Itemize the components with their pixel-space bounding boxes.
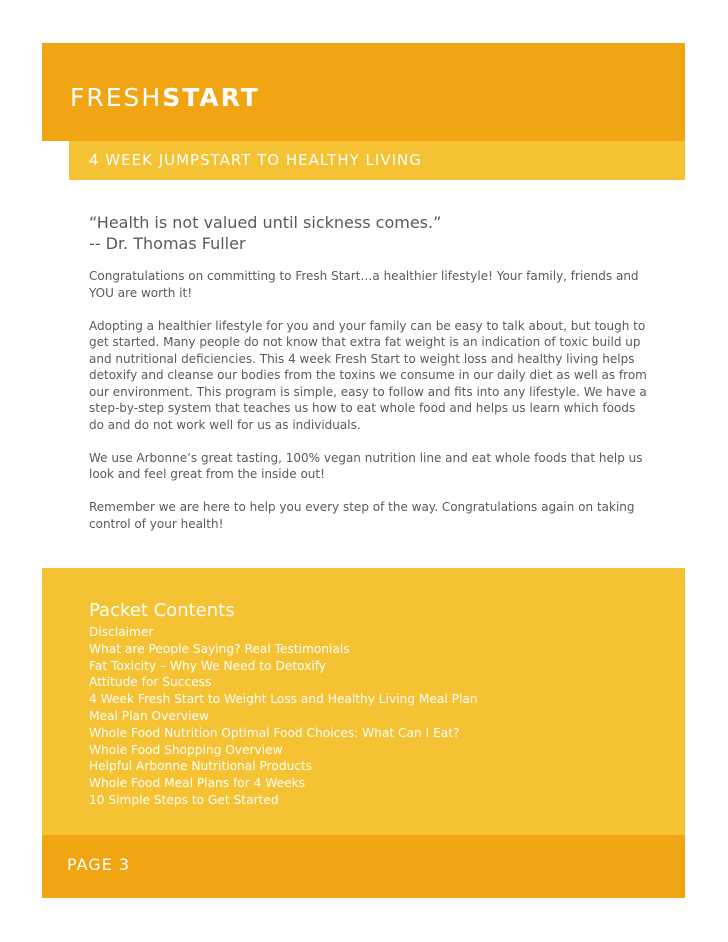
- contents-item: 10 Simple Steps to Get Started: [89, 792, 279, 807]
- logo: [70, 83, 260, 112]
- quote-text: “Health is not valued until sickness comes.”: [89, 213, 442, 232]
- contents-item: Whole Food Nutrition Optimal Food Choices: What Can I Eat?: [89, 725, 460, 740]
- logo-bold-text: START: [162, 83, 260, 112]
- quote-author: -- Dr. Thomas Fuller: [89, 234, 246, 253]
- header-band: [42, 43, 685, 141]
- quote-block: [89, 212, 441, 254]
- footer-band: [42, 835, 685, 898]
- contents-item: Attitude for Success: [89, 675, 212, 690]
- body-paragraph: Remember we are here to help you every step of the way. Congratulations again on taking control of your health!: [89, 500, 635, 531]
- contents-item: Whole Food Shopping Overview: [89, 742, 283, 757]
- body-paragraph: Congratulations on committing to Fresh Start…a healthier lifestyle! Your family, friends and YOU are worth it!: [89, 269, 639, 300]
- packet-contents-title: Packet Contents: [89, 600, 235, 621]
- contents-item: Whole Food Meal Plans for 4 Weeks: [89, 776, 305, 791]
- contents-item: Fat Toxicity – Why We Need to Detoxify: [89, 658, 327, 673]
- page-number: PAGE 3: [67, 855, 131, 874]
- contents-item: 4 Week Fresh Start to Weight Loss and Healthy Living Meal Plan: [89, 692, 478, 707]
- body-paragraph: We use Arbonne’s great tasting, 100% vegan nutrition line and eat whole foods that help us look and feel great from the inside out!: [89, 450, 643, 481]
- logo-light-text: FRESH: [70, 83, 163, 112]
- contents-item: Meal Plan Overview: [89, 708, 209, 723]
- page-subtitle: 4 WEEK JUMPSTART TO HEALTHY LIVING: [89, 151, 422, 169]
- subtitle-band: [69, 141, 685, 180]
- packet-contents-section: [42, 568, 685, 835]
- contents-item: What are People Saying? Real Testimonials: [89, 641, 350, 656]
- packet-contents-list: [89, 624, 478, 809]
- contents-item: Helpful Arbonne Nutritional Products: [89, 759, 313, 774]
- body-paragraph: Adopting a healthier lifestyle for you and your family can be easy to talk about, but tough to get started. Many people do not know that extra fat weight is an indication of toxic build up and nutritional deficiencies. This 4 week Fresh Start to weight loss and healthy living helps detoxify and cleanse our bodies from the toxins we consume in our daily diet as well as from our environment. This program is simple, easy to follow and fits into any lifestyle. We have a step-by-step system that teaches us how to eat whole food and helps us learn which foods do and do not work well for us as individuals.: [89, 318, 647, 432]
- contents-item: Disclaimer: [89, 625, 154, 639]
- body-text: [89, 268, 649, 549]
